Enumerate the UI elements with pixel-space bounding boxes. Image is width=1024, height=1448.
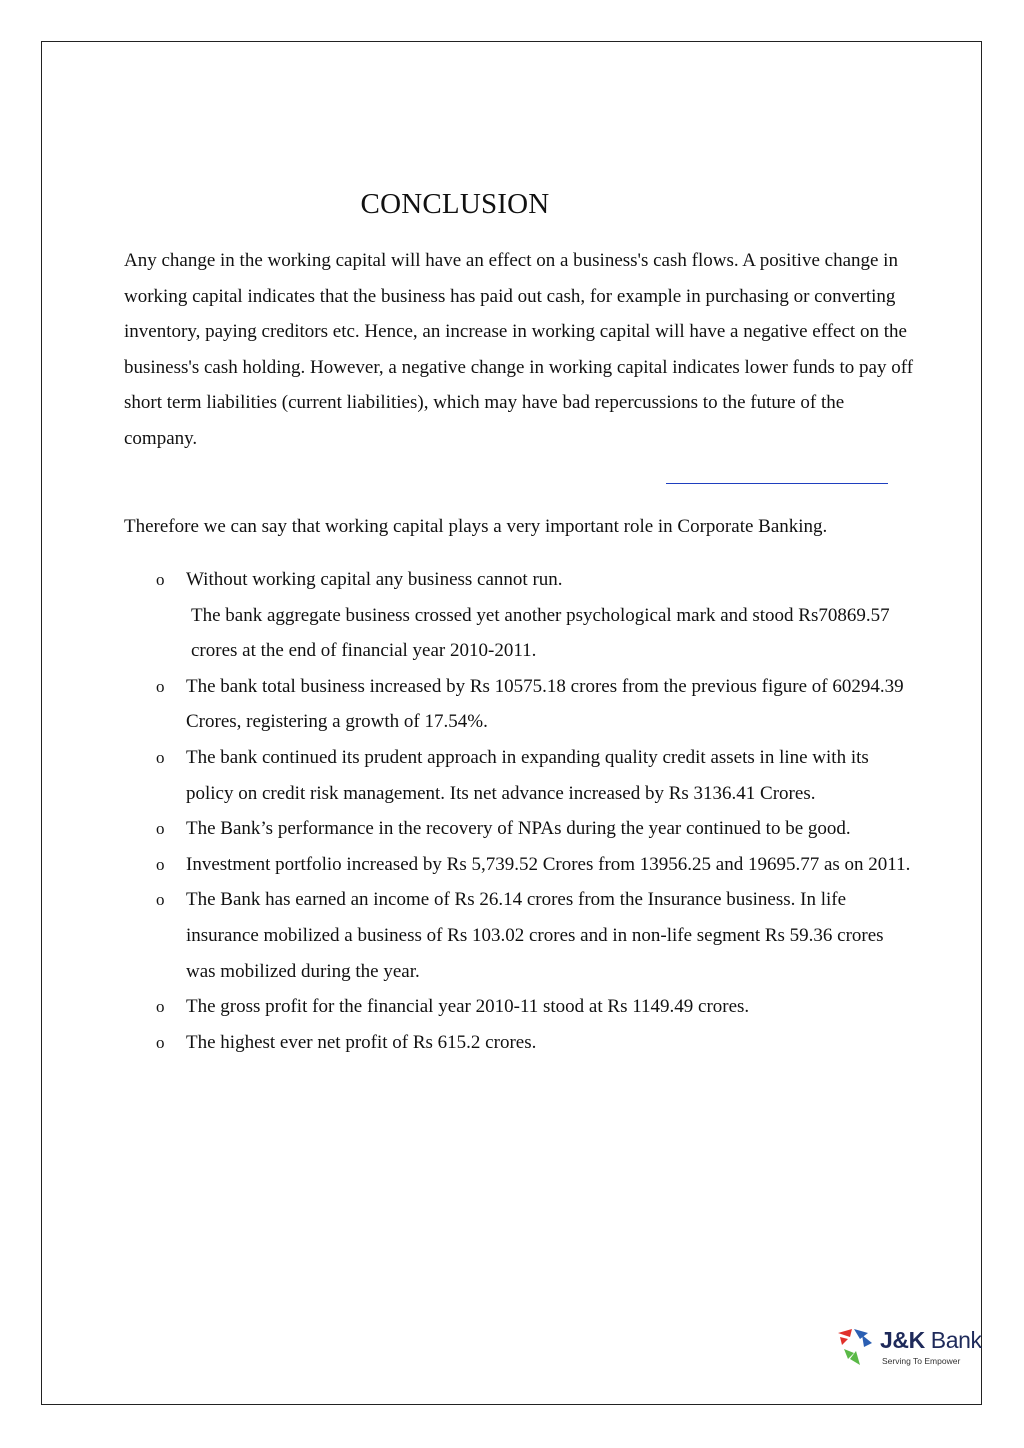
logo-tagline: Serving To Empower [882,1356,961,1366]
list-item [124,562,914,669]
jk-bank-mark-icon [836,1325,880,1369]
list-item-text: The bank continued its prudent approach in expanding quality credit assets in line with its policy on credit risk management. Its net advance increased by Rs 3136.41 Crores. [186,746,869,804]
list-item [124,811,914,847]
summary-paragraph: Therefore we can say that working capital plays a very important role in Corporate Banking. [124,516,828,537]
conclusion-bullet-list [124,562,914,1060]
horizontal-rule [666,483,888,484]
bullet-icon: o [156,819,165,839]
list-item-text: Without working capital any business cannot run. [186,569,563,590]
list-item-text: The highest ever net profit of Rs 615.2 crores. [186,1031,537,1053]
list-item [124,740,914,811]
list-item-text: The gross profit for the financial year 2010-11 stood at Rs 1149.49 crores. [186,996,750,1018]
bullet-icon: o [156,854,165,874]
bullet-icon: o [156,890,165,910]
bullet-icon: o [156,1032,165,1052]
bullet-icon: o [156,676,165,696]
list-item [124,989,914,1025]
list-item [124,847,914,883]
list-item-continuation: The bank aggregate business crossed yet another psychological mark and stood Rs70869.57 crores at the end of financial year 2010-2011. [191,604,890,662]
bullet-icon: o [156,997,165,1017]
intro-paragraph: Any change in the working capital will have an effect on a business's cash flows. A positive change in working capital indicates that the business has paid out cash, for example in purchasing or converting inventory, paying creditors etc. Hence, an increase in working capital will have a negative effect on the business's cash holding. However, a negative change in working capital indicates lower funds to pay off short term liabilities (current liabilities), which may have bad repercussions to the future of the company. [124,250,914,449]
logo-wordmark [880,1327,982,1354]
list-item-text: The bank total business increased by Rs 10575.18 crores from the previous figure of 60294.39 Crores, registering a growth of 17.54%. [186,675,904,733]
list-item-text: The Bank’s performance in the recovery of NPAs during the year continued to be good. [186,818,851,840]
list-item [124,669,914,740]
logo-name-regular: Bank [924,1327,982,1353]
page-title: CONCLUSION [360,188,550,220]
bank-logo [836,1325,982,1377]
logo-name-bold: J&K [880,1327,925,1353]
bullet-icon: o [156,570,165,589]
list-item [124,1025,914,1061]
list-item-text: The Bank has earned an income of Rs 26.14 crores from the Insurance business. In life insurance mobilized a business of Rs 103.02 crores and in non-life segment Rs 59.36 crores was mobilized during the year. [186,889,884,982]
list-item [124,882,914,989]
list-item-text: Investment portfolio increased by Rs 5,739.52 Crores from 13956.25 and 19695.77 as on 2011. [186,853,911,875]
bullet-icon: o [156,747,165,767]
